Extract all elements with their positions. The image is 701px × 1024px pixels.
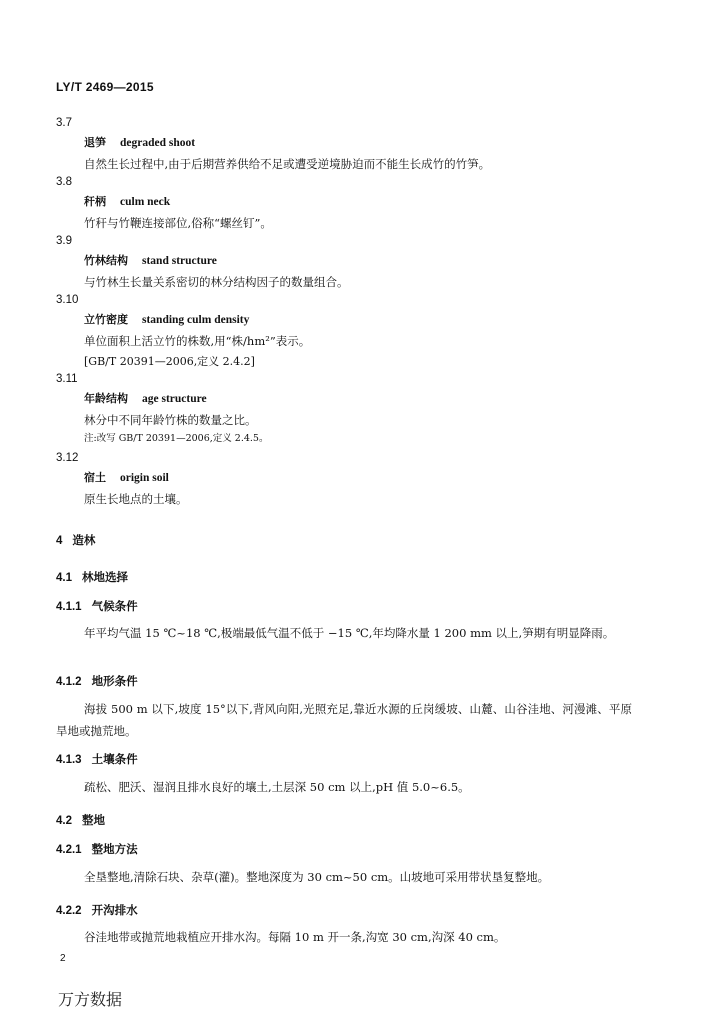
section-heading-4-1-3 [56, 751, 138, 767]
section-heading-4-2-1 [56, 841, 138, 857]
term-name [84, 250, 656, 272]
section-heading-4-1-1 [56, 598, 138, 614]
section-title: 整地方法 [91, 844, 138, 856]
section-number: 4.1.2 [56, 676, 82, 688]
term-number: 3.9 [56, 235, 72, 247]
term-name [84, 388, 656, 410]
term-zh: 退笋 [84, 136, 106, 149]
section-title: 土壤条件 [91, 754, 138, 766]
standard-code-header: LY/T 2469—2015 [56, 80, 154, 94]
term-entry-3-11 [56, 371, 656, 446]
term-en: age structure [142, 393, 207, 405]
section-heading-4-1 [56, 569, 128, 585]
section-title: 开沟排水 [91, 905, 138, 917]
term-zh: 宿土 [84, 471, 106, 484]
term-entry-3-10 [56, 292, 656, 371]
term-name [84, 191, 656, 213]
term-zh: 秆柄 [84, 195, 106, 208]
wanfang-watermark: 万方数据 [58, 990, 123, 1009]
term-entry-3-7 [56, 115, 656, 175]
section-title: 林地选择 [82, 572, 128, 584]
paragraph-climate: 年平均气温 15 ℃~18 ℃,极端最低气温不低于 −15 ℃,年均降水量 1 200 mm 以上,笋期有明显降雨。 [84, 626, 615, 640]
section-number: 4.2.2 [56, 905, 82, 917]
term-definition: 单位面积上活立竹的株数,用“株/hm²”表示。 [84, 334, 311, 348]
section-heading-4-1-2 [56, 673, 138, 689]
term-en: standing culm density [142, 314, 250, 326]
term-name [84, 309, 656, 331]
section-number: 4.1 [56, 572, 72, 584]
term-name [84, 467, 656, 489]
term-definition: 原生长地点的土壤。 [84, 492, 188, 506]
paragraph-land-prep: 全垦整地,清除石块、杂草(灌)。整地深度为 30 cm~50 cm。山坡地可采用带状垦复整地。 [84, 870, 550, 884]
paragraph-soil: 疏松、肥沃、湿润且排水良好的壤土,土层深 50 cm 以上,pH 值 5.0~6.5。 [84, 780, 470, 794]
term-number: 3.7 [56, 117, 72, 129]
term-entry-3-8 [56, 174, 656, 234]
section-heading-4-2 [56, 812, 105, 828]
term-number: 3.12 [56, 452, 79, 464]
section-number: 4.1.3 [56, 754, 82, 766]
term-entry-3-9 [56, 233, 656, 293]
term-zh: 竹林结构 [84, 254, 128, 267]
term-definition: 林分中不同年龄竹株的数量之比。 [84, 413, 257, 427]
term-en: origin soil [120, 472, 169, 484]
section-number: 4.2.1 [56, 844, 82, 856]
section-heading-4 [56, 532, 95, 548]
term-definition: 竹秆与竹鞭连接部位,俗称“螺丝钉”。 [84, 216, 272, 230]
paragraph-drainage: 谷洼地带或抛荒地栽植应开排水沟。每隔 10 m 开一条,沟宽 30 cm,沟深 40 cm。 [84, 930, 506, 944]
section-title: 地形条件 [91, 676, 138, 688]
term-en: stand structure [142, 255, 217, 267]
section-number: 4 [56, 535, 63, 547]
term-en: degraded shoot [120, 137, 196, 149]
term-number: 3.11 [56, 373, 78, 385]
section-number: 4.1.1 [56, 601, 82, 613]
term-definition: 与竹林生长量关系密切的林分结构因子的数量组合。 [84, 275, 349, 289]
term-note: 注:改写 GB/T 20391—2006,定义 2.4.5。 [84, 433, 269, 444]
term-source: [GB/T 20391—2006,定义 2.4.2] [84, 355, 255, 368]
term-zh: 立竹密度 [84, 313, 128, 326]
term-entry-3-12 [56, 450, 656, 510]
term-number: 3.8 [56, 176, 72, 188]
paragraph-terrain: 海拔 500 m 以下,坡度 15°以下,背风向阳,光照充足,靠近水源的丘岗缓坡、山麓、山谷洼地、河漫滩、平原旱地或抛荒地。 [56, 702, 632, 738]
page-number: 2 [60, 953, 66, 964]
term-definition: 自然生长过程中,由于后期营养供给不足或遭受逆境胁迫而不能生长成竹的竹笋。 [84, 157, 491, 171]
section-title: 气候条件 [91, 601, 138, 613]
term-en: culm neck [120, 196, 171, 208]
term-number: 3.10 [56, 294, 79, 306]
section-heading-4-2-2 [56, 902, 138, 918]
term-zh: 年龄结构 [84, 392, 128, 405]
section-title: 整地 [82, 815, 105, 827]
section-title: 造林 [72, 535, 96, 547]
section-number: 4.2 [56, 815, 72, 827]
term-name [84, 132, 656, 154]
